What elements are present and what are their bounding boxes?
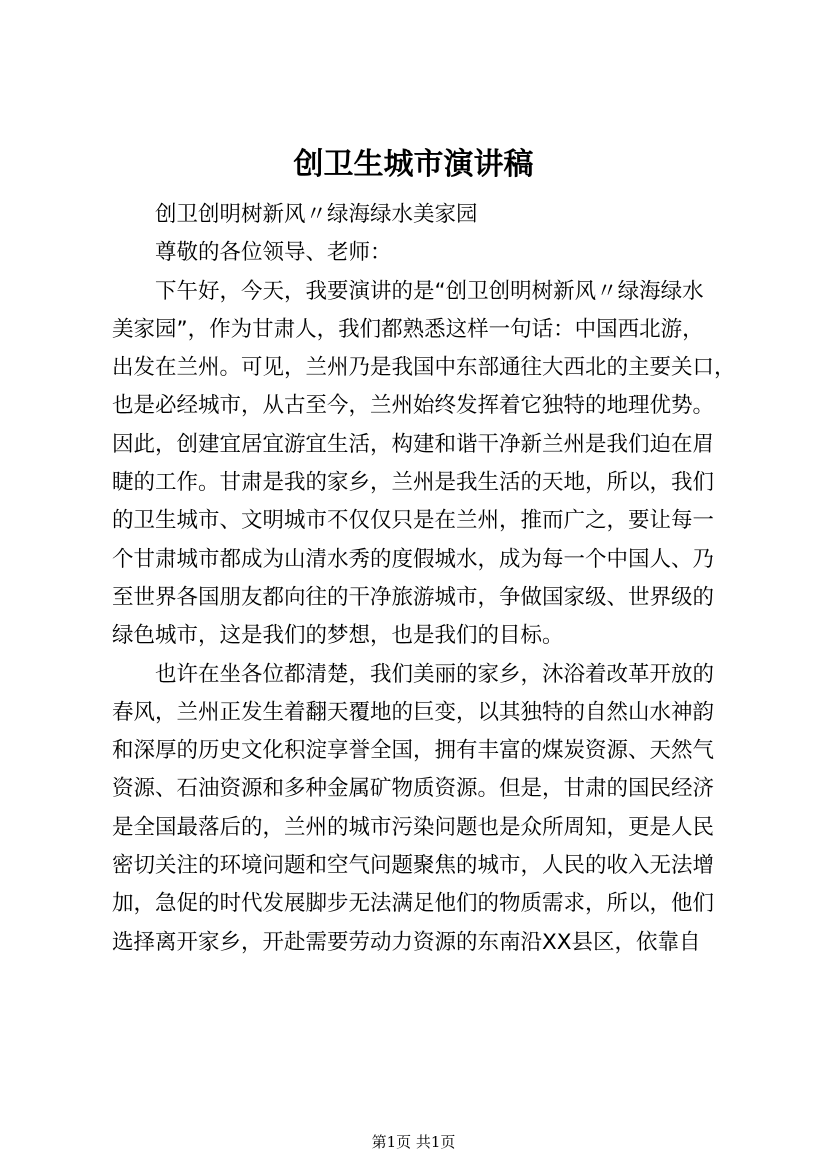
text-line: 也许在坐各位都清楚，我们美丽的家乡，沐浴着改革开放的	[155, 661, 715, 687]
text-line: 个甘肃城市都成为山清水秀的度假城水，成为每一个中国人、乃	[112, 546, 715, 572]
paragraph-1	[112, 273, 736, 656]
text-line: 美家园”，作为甘肃人，我们都熟悉这样一句话：中国西北游，	[112, 316, 704, 342]
greeting-line: 尊敬的各位领导、老师：	[155, 240, 392, 266]
document-body	[112, 196, 736, 962]
text-line: 因此，创建宜居宜游宜生活，构建和谐干净新兰州是我们迫在眉	[112, 431, 715, 457]
text-line: 睫的工作。甘肃是我的家乡，兰州是我生活的天地，所以，我们	[112, 470, 715, 496]
text-line: 出发在兰州。可见，兰州乃是我国中东部通往大西北的主要关口，	[112, 355, 736, 381]
text-line: 资源、石油资源和多种金属矿物质资源。但是，甘肃的国民经济	[112, 776, 715, 802]
document-title: 创卫生城市演讲稿	[293, 147, 534, 182]
text-line: 春风，兰州正发生着翻天覆地的巨变，以其独特的自然山水神韵	[112, 699, 715, 725]
text-line: 也是必经城市，从古至今，兰州始终发挥着它独特的地理优势。	[112, 393, 715, 419]
text-line: 绿色城市，这是我们的梦想，也是我们的目标。	[112, 623, 564, 649]
paragraph-2	[112, 656, 732, 962]
text-line: 是全国最落后的，兰州的城市污染问题也是众所周知，更是人民	[112, 814, 715, 840]
subtitle-line: 创卫创明树新风〃绿海绿水美家园	[155, 202, 478, 227]
text-line: 选择离开家乡，开赴需要劳动力资源的东南沿XX县区，依靠自	[112, 929, 701, 955]
text-line: 至世界各国朋友都向往的干净旅游城市，争做国家级、世界级的	[112, 584, 715, 610]
text-line: 下午好，今天，我要演讲的是“创卫创明树新风〃绿海绿水	[155, 278, 704, 304]
text-line: 和深厚的历史文化积淀享誉全国，拥有丰富的煤炭资源、天然气	[112, 738, 715, 764]
text-line: 密切关注的环境问题和空气问题聚焦的城市，人民的收入无法增	[112, 853, 715, 879]
text-line: 加，急促的时代发展脚步无法满足他们的物质需求，所以，他们	[112, 891, 715, 917]
page-footer: 第1页 共1页	[371, 1133, 456, 1151]
text-line: 的卫生城市、文明城市不仅仅只是在兰州，推而广之，要让每一	[112, 508, 715, 534]
